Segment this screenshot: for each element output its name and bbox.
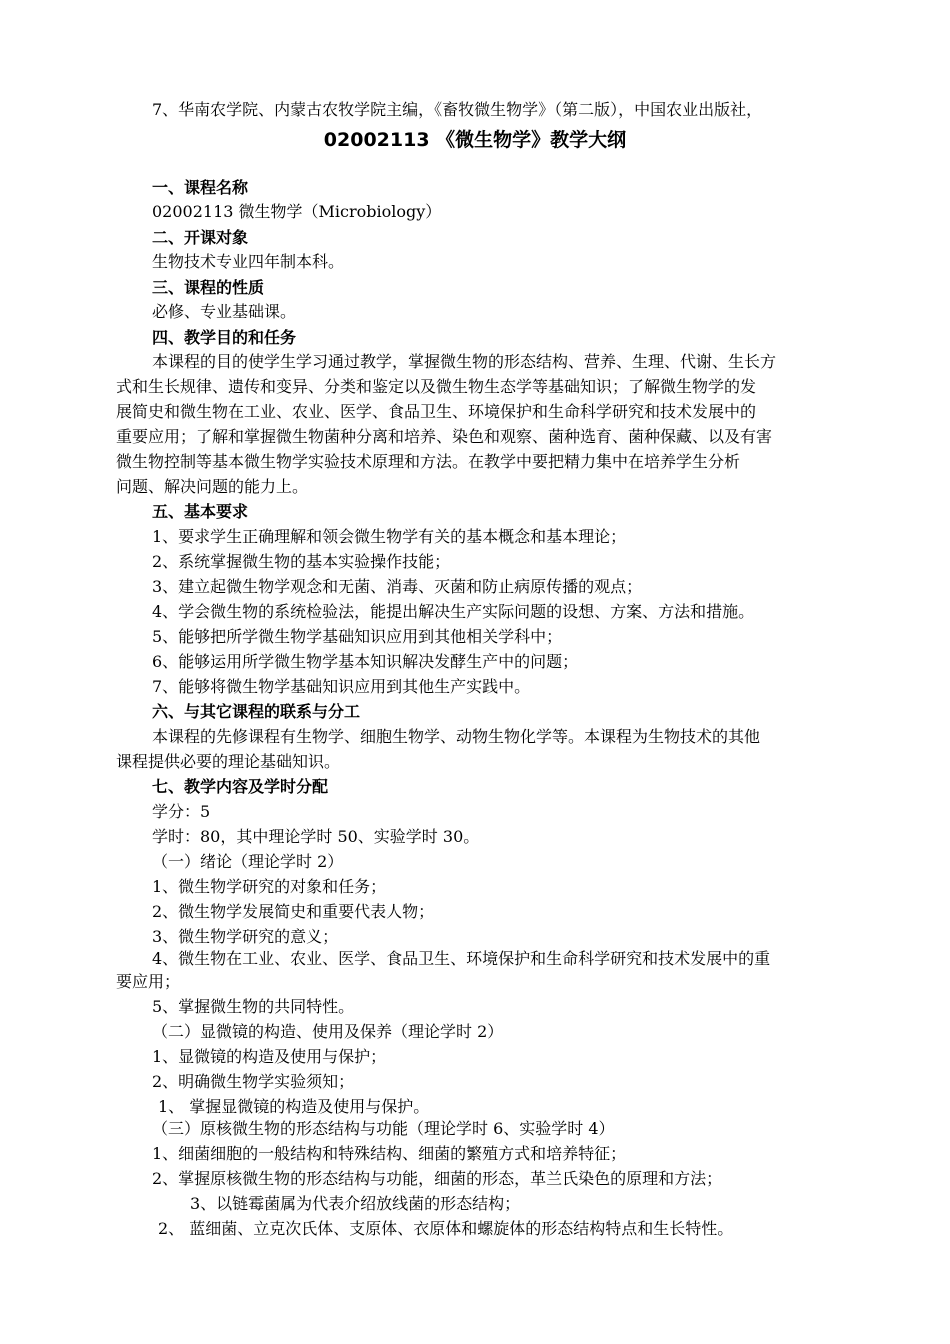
section-heading: （二）显微镜的构造、使用及保养（理论学时 2） bbox=[152, 1022, 504, 1041]
section-heading: （三）原核微生物的形态结构与功能（理论学时 6、实验学时 4） bbox=[152, 1119, 615, 1138]
heading-nature: 三、课程的性质 bbox=[152, 278, 265, 297]
list-item: 3、微生物学研究的意义； bbox=[152, 927, 339, 946]
list-item: 2、 蓝细菌、立克次氏体、支原体、衣原体和螺旋体的形态结构特点和生长特性。 bbox=[158, 1219, 734, 1238]
list-item: 2、微生物学发展简史和重要代表人物； bbox=[152, 902, 435, 921]
text-line: 生物技术专业四年制本科。 bbox=[152, 252, 345, 271]
list-item: 3、以链霉菌属为代表介绍放线菌的形态结构； bbox=[190, 1194, 521, 1213]
list-item: 1、细菌细胞的一般结构和特殊结构、细菌的繁殖方式和培养特征； bbox=[152, 1144, 627, 1163]
hours-line: 学时：80，其中理论学时 50、实验学时 30。 bbox=[152, 827, 480, 846]
heading-objectives: 四、教学目的和任务 bbox=[152, 328, 297, 347]
list-item: 2、系统掌握微生物的基本实验操作技能； bbox=[152, 552, 451, 571]
heading-requirements: 五、基本要求 bbox=[152, 502, 249, 521]
list-item: 7、能够将微生物学基础知识应用到其他生产实践中。 bbox=[152, 677, 531, 696]
paragraph-line: 式和生长规律、遗传和变异、分类和鉴定以及微生物生态学等基础知识；了解微生物学的发 bbox=[116, 377, 757, 396]
paragraph-line: 本课程的目的使学生学习通过教学，掌握微生物的形态结构、营养、生理、代谢、生长方 bbox=[152, 352, 777, 371]
list-item: 1、微生物学研究的对象和任务； bbox=[152, 877, 387, 896]
text-line: 02002113 微生物学（Microbiology） bbox=[152, 202, 442, 221]
paragraph-line: 本课程的先修课程有生物学、细胞生物学、动物生物化学等。本课程为生物技术的其他 bbox=[152, 727, 761, 746]
document-title: 02002113 《微生物学》教学大纲 bbox=[323, 129, 627, 151]
paragraph-line: 展简史和微生物在工业、农业、医学、食品卫生、环境保护和生命科学研究和技术发展中的 bbox=[116, 402, 757, 421]
list-item: 4、微生物在工业、农业、医学、食品卫生、环境保护和生命科学研究和技术发展中的重 bbox=[152, 949, 771, 968]
list-item: 1、显微镜的构造及使用与保护； bbox=[152, 1047, 387, 1066]
paragraph-line: 课程提供必要的理论基础知识。 bbox=[116, 752, 341, 771]
list-item: 1、 掌握显微镜的构造及使用与保护。 bbox=[158, 1097, 430, 1116]
paragraph-line: 微生物控制等基本微生物学实验技术原理和方法。在教学中要把精力集中在培养学生分析 bbox=[116, 452, 741, 471]
heading-content: 七、教学内容及学时分配 bbox=[152, 777, 329, 796]
list-item: 2、明确微生物学实验须知； bbox=[152, 1072, 355, 1091]
list-item-continued: 要应用； bbox=[116, 972, 181, 991]
list-item: 5、能够把所学微生物学基础知识应用到其他相关学科中； bbox=[152, 627, 563, 646]
list-item: 3、建立起微生物学观念和无菌、消毒、灭菌和防止病原传播的观点； bbox=[152, 577, 643, 596]
heading-course-name: 一、课程名称 bbox=[152, 178, 249, 197]
text-line: 必修、专业基础课。 bbox=[152, 302, 297, 321]
heading-audience: 二、开课对象 bbox=[152, 228, 249, 247]
credits-line: 学分：5 bbox=[152, 802, 211, 821]
section-heading: （一）绪论（理论学时 2） bbox=[152, 852, 344, 871]
paragraph-line: 重要应用；了解和掌握微生物菌种分离和培养、染色和观察、菌种选育、菌种保藏、以及有害 bbox=[116, 427, 773, 446]
list-item: 2、掌握原核微生物的形态结构与功能，细菌的形态，革兰氏染色的原理和方法； bbox=[152, 1169, 723, 1188]
reference-line: 7、华南农学院、内蒙古农牧学院主编，《畜牧微生物学》（第二版），中国农业出版社， bbox=[152, 100, 763, 119]
list-item: 5、掌握微生物的共同特性。 bbox=[152, 997, 355, 1016]
list-item: 4、学会微生物的系统检验法，能提出解决生产实际问题的设想、方案、方法和措施。 bbox=[152, 602, 755, 621]
heading-relations: 六、与其它课程的联系与分工 bbox=[152, 702, 361, 721]
list-item: 1、要求学生正确理解和领会微生物学有关的基本概念和基本理论； bbox=[152, 527, 627, 546]
paragraph-line: 问题、解决问题的能力上。 bbox=[116, 477, 309, 496]
list-item: 6、能够运用所学微生物学基本知识解决发酵生产中的问题； bbox=[152, 652, 579, 671]
